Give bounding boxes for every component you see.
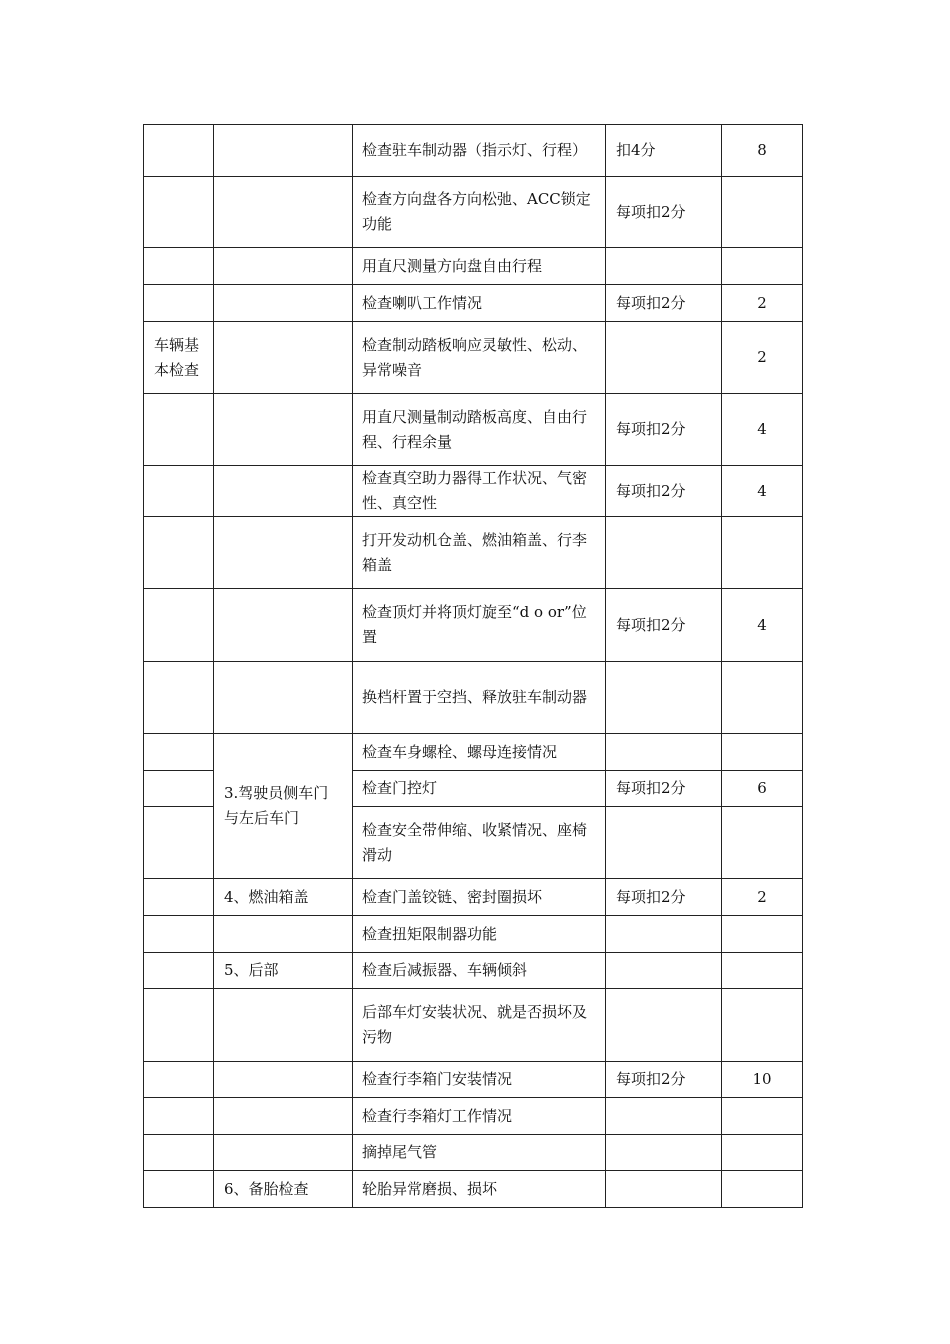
- category-cell: [144, 285, 214, 322]
- table-row: [144, 1062, 803, 1098]
- deduction-cell: 每项扣2分: [606, 589, 722, 662]
- table-row: [144, 662, 803, 734]
- score-cell: 10: [722, 1062, 803, 1098]
- category-cell: [144, 1062, 214, 1098]
- task-cell: 检查门控灯: [353, 771, 606, 807]
- score-cell: 4: [722, 466, 803, 517]
- category-cell: [144, 879, 214, 916]
- score-cell: 8: [722, 125, 803, 177]
- score-cell: [722, 1098, 803, 1135]
- item-cell: [214, 177, 353, 248]
- deduction-cell: 每项扣2分: [606, 177, 722, 248]
- deduction-cell: [606, 953, 722, 989]
- deduction-cell: 每项扣2分: [606, 466, 722, 517]
- category-cell: [144, 1135, 214, 1171]
- table-row: [144, 285, 803, 322]
- table-row: [144, 1098, 803, 1135]
- item-cell: [214, 662, 353, 734]
- category-cell: [144, 771, 214, 807]
- score-cell: 4: [722, 394, 803, 466]
- item-cell: [214, 466, 353, 517]
- table-row: [144, 1135, 803, 1171]
- score-cell: [722, 953, 803, 989]
- task-cell: 检查喇叭工作情况: [353, 285, 606, 322]
- item-cell: [214, 394, 353, 466]
- task-cell: 打开发动机仓盖、燃油箱盖、行李箱盖: [353, 517, 606, 589]
- category-cell: [144, 589, 214, 662]
- score-cell: 2: [722, 879, 803, 916]
- table-row: [144, 953, 803, 989]
- category-cell: [144, 807, 214, 879]
- deduction-cell: 每项扣2分: [606, 879, 722, 916]
- category-cell: [144, 916, 214, 953]
- category-cell: [144, 734, 214, 771]
- deduction-cell: [606, 248, 722, 285]
- inspection-table: [143, 124, 803, 1208]
- category-cell: [144, 1098, 214, 1135]
- item-cell: 4、燃油箱盖: [214, 879, 353, 916]
- score-cell: [722, 1135, 803, 1171]
- table-row: [144, 177, 803, 248]
- deduction-cell: 每项扣2分: [606, 771, 722, 807]
- item-cell: [214, 125, 353, 177]
- score-cell: [722, 248, 803, 285]
- score-cell: [722, 517, 803, 589]
- task-cell: 检查顶灯并将顶灯旋至“d o or”位置: [353, 589, 606, 662]
- category-cell: [144, 953, 214, 989]
- score-cell: 6: [722, 771, 803, 807]
- category-cell: [144, 989, 214, 1062]
- category-cell: [144, 177, 214, 248]
- table-row: [144, 989, 803, 1062]
- table-row: [144, 916, 803, 953]
- deduction-cell: [606, 1098, 722, 1135]
- task-cell: 换档杆置于空挡、释放驻车制动器: [353, 662, 606, 734]
- item-cell: [214, 916, 353, 953]
- table-row: [144, 734, 803, 771]
- task-cell: 检查后减振器、车辆倾斜: [353, 953, 606, 989]
- task-cell: 检查安全带伸缩、收紧情况、座椅滑动: [353, 807, 606, 879]
- item-cell: [214, 517, 353, 589]
- category-cell: [144, 517, 214, 589]
- deduction-cell: 每项扣2分: [606, 285, 722, 322]
- task-cell: 检查车身螺栓、螺母连接情况: [353, 734, 606, 771]
- task-cell: 摘掉尾气管: [353, 1135, 606, 1171]
- task-cell: 用直尺测量制动踏板高度、自由行程、行程余量: [353, 394, 606, 466]
- table-row: [144, 1171, 803, 1208]
- item-cell: [214, 285, 353, 322]
- task-cell: 检查扭矩限制器功能: [353, 916, 606, 953]
- deduction-cell: 扣4分: [606, 125, 722, 177]
- table-row: [144, 589, 803, 662]
- task-cell: 用直尺测量方向盘自由行程: [353, 248, 606, 285]
- category-cell: [144, 394, 214, 466]
- item-cell: 3.驾驶员侧车门与左后车门: [214, 734, 353, 879]
- score-cell: [722, 916, 803, 953]
- item-cell: [214, 1062, 353, 1098]
- task-cell: 轮胎异常磨损、损坏: [353, 1171, 606, 1208]
- score-cell: [722, 177, 803, 248]
- task-cell: 后部车灯安装状况、就是否损坏及污物: [353, 989, 606, 1062]
- score-cell: [722, 807, 803, 879]
- score-cell: 2: [722, 285, 803, 322]
- task-cell: 检查门盖铰链、密封圈损坏: [353, 879, 606, 916]
- item-cell: [214, 1098, 353, 1135]
- table-row: [144, 394, 803, 466]
- category-cell: [144, 662, 214, 734]
- deduction-cell: [606, 322, 722, 394]
- category-cell: [144, 1171, 214, 1208]
- item-cell: 5、后部: [214, 953, 353, 989]
- item-cell: [214, 322, 353, 394]
- category-cell: [144, 125, 214, 177]
- task-cell: 检查真空助力器得工作状况、气密性、真空性: [353, 466, 606, 517]
- deduction-cell: [606, 734, 722, 771]
- deduction-cell: [606, 989, 722, 1062]
- task-cell: 检查行李箱门安装情况: [353, 1062, 606, 1098]
- deduction-cell: [606, 1171, 722, 1208]
- deduction-cell: [606, 517, 722, 589]
- score-cell: [722, 989, 803, 1062]
- item-cell: [214, 1135, 353, 1171]
- deduction-cell: 每项扣2分: [606, 394, 722, 466]
- table-row: [144, 125, 803, 177]
- table-row: [144, 248, 803, 285]
- category-cell: [144, 248, 214, 285]
- item-cell: [214, 248, 353, 285]
- task-cell: 检查行李箱灯工作情况: [353, 1098, 606, 1135]
- task-cell: 检查驻车制动器（指示灯、行程）: [353, 125, 606, 177]
- score-cell: 4: [722, 589, 803, 662]
- score-cell: [722, 734, 803, 771]
- deduction-cell: [606, 662, 722, 734]
- category-cell: 车辆基本检查: [144, 322, 214, 394]
- table-row: [144, 322, 803, 394]
- deduction-cell: 每项扣2分: [606, 1062, 722, 1098]
- item-cell: [214, 989, 353, 1062]
- task-cell: 检查制动踏板响应灵敏性、松动、异常噪音: [353, 322, 606, 394]
- task-cell: 检查方向盘各方向松弛、ACC锁定功能: [353, 177, 606, 248]
- deduction-cell: [606, 1135, 722, 1171]
- deduction-cell: [606, 807, 722, 879]
- score-cell: [722, 1171, 803, 1208]
- table-row: [144, 517, 803, 589]
- score-cell: [722, 662, 803, 734]
- table-row: [144, 466, 803, 517]
- deduction-cell: [606, 916, 722, 953]
- item-cell: [214, 589, 353, 662]
- table-row: [144, 879, 803, 916]
- score-cell: 2: [722, 322, 803, 394]
- item-cell: 6、备胎检查: [214, 1171, 353, 1208]
- category-cell: [144, 466, 214, 517]
